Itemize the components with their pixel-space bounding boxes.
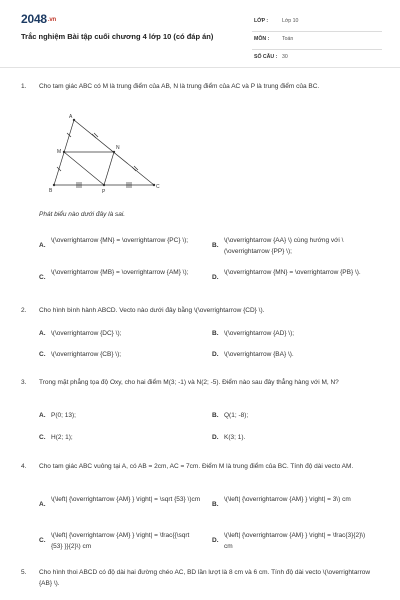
point-n <box>113 151 115 153</box>
meta-row-count <box>252 50 382 68</box>
option-label: C. <box>39 351 46 358</box>
option-text: \(\overrightarrow {AA} \) cùng hướng với \(\overrightarrow {PP} \); <box>224 237 344 255</box>
meta-table <box>252 14 382 68</box>
meta-key: MÔN : <box>254 36 270 42</box>
logo-suffix: .vn <box>47 16 56 23</box>
triangle-figure <box>44 112 169 197</box>
option-text: P(0; 13); <box>51 412 76 419</box>
option-text: \(\left| {\overrightarrow {AM} } \right| = 3\) cm <box>224 496 351 503</box>
option-text: \(\overrightarrow {BA} \). <box>224 351 294 358</box>
meta-value: 30 <box>282 54 288 60</box>
question-number: 4. <box>21 463 27 470</box>
option-label: A. <box>39 412 46 419</box>
option-text: \(\overrightarrow {AD} \); <box>224 330 295 337</box>
segment-mp <box>64 152 104 185</box>
page-title: Trắc nghiệm Bài tập cuối chương 4 lớp 10 (có đáp án) <box>21 32 214 41</box>
option-label: C. <box>39 274 46 281</box>
point-c <box>153 184 155 186</box>
point-a <box>73 119 75 121</box>
option-label: C. <box>39 434 46 441</box>
label-n: N <box>116 145 120 151</box>
header-divider <box>0 67 400 68</box>
point-p <box>103 184 105 186</box>
question-number: 5. <box>21 569 27 576</box>
option-text: \(\overrightarrow {DC} \); <box>51 330 122 337</box>
question-text: Cho tam giác ABC vuông tại A, có AB = 2cm, AC = 7cm. Điểm M là trung điểm của BC. Tính độ dài vecto AM. <box>39 463 354 470</box>
option-label: B. <box>212 412 219 419</box>
question-5 <box>21 568 381 589</box>
label-a: A <box>69 114 73 120</box>
option-label: C. <box>39 537 46 544</box>
question-number: 3. <box>21 379 27 386</box>
option-text: H(2; 1); <box>51 434 73 441</box>
meta-key: SỐ CÂU : <box>254 54 278 60</box>
meta-value: Toán <box>282 36 294 42</box>
segment-np <box>104 152 114 185</box>
question-number: 1. <box>21 83 27 90</box>
question-text: Cho hình bình hành ABCD. Vecto nào dưới đây bằng \(\overrightarrow {CD} \). <box>39 307 265 314</box>
option-label: B. <box>212 330 219 337</box>
option-text: \(\left| {\overrightarrow {AM} } \right| = \frac{{\sqrt {53} }}{2}\) cm <box>51 532 190 550</box>
label-p: P <box>102 189 106 195</box>
triangle-abc <box>54 120 154 185</box>
option-label: B. <box>212 501 219 508</box>
question-2 <box>21 306 381 317</box>
option-text: \(\overrightarrow {MN} = \overrightarrow {PC} \); <box>51 237 189 244</box>
point-b <box>53 184 55 186</box>
meta-row-subject <box>252 32 382 50</box>
logo-text: 2048 <box>21 12 47 26</box>
question-4 <box>21 462 381 473</box>
question-3 <box>21 378 381 389</box>
option-label: B. <box>212 242 219 249</box>
meta-value: Lớp 10 <box>282 18 299 24</box>
option-label: D. <box>212 537 219 544</box>
question-text: Cho tam giác ABC có M là trung điểm của AB, N là trung điểm của AC và P là trung điểm của BC. <box>39 83 320 90</box>
option-text: \(\overrightarrow {CB} \); <box>51 351 122 358</box>
question-number: 2. <box>21 307 27 314</box>
option-text: \(\overrightarrow {MN} = \overrightarrow {PB} \). <box>224 269 361 276</box>
option-label: D. <box>212 274 219 281</box>
option-label: D. <box>212 434 219 441</box>
meta-key: LỚP : <box>254 18 269 24</box>
option-text: \(\overrightarrow {MB} = \overrightarrow {AM} \); <box>51 269 189 276</box>
option-label: A. <box>39 330 46 337</box>
option-label: D. <box>212 351 219 358</box>
label-c: C <box>156 184 160 190</box>
question-1 <box>21 82 381 93</box>
option-text: \(\left| {\overrightarrow {AM} } \right| = \sqrt {53} \)cm <box>51 496 201 503</box>
option-label: A. <box>39 242 46 249</box>
question-text: Trong mặt phẳng tọa độ Oxy, cho hai điểm M(3; -1) và N(2; -5). Điểm nào sau đây thẳng hàng với M, N? <box>39 379 339 386</box>
label-m: M <box>57 149 62 155</box>
question-subtext: Phát biểu nào dưới đây là sai. <box>39 211 126 218</box>
site-logo[interactable] <box>21 12 56 26</box>
label-b: B <box>49 188 53 194</box>
option-label: A. <box>39 501 46 508</box>
option-text: \(\left| {\overrightarrow {AM} } \right| = \frac{3}{2}\) cm <box>224 532 366 550</box>
point-m <box>63 151 65 153</box>
option-text: Q(1; -8); <box>224 412 249 419</box>
question-text: Cho hình thoi ABCD có độ dài hai đường chéo AC, BD lần lượt là 8 cm và 6 cm. Tính độ dài vecto \(\overrightarrow {AB} \). <box>39 569 371 587</box>
meta-row-class <box>252 14 382 32</box>
option-text: K(3; 1). <box>224 434 246 441</box>
